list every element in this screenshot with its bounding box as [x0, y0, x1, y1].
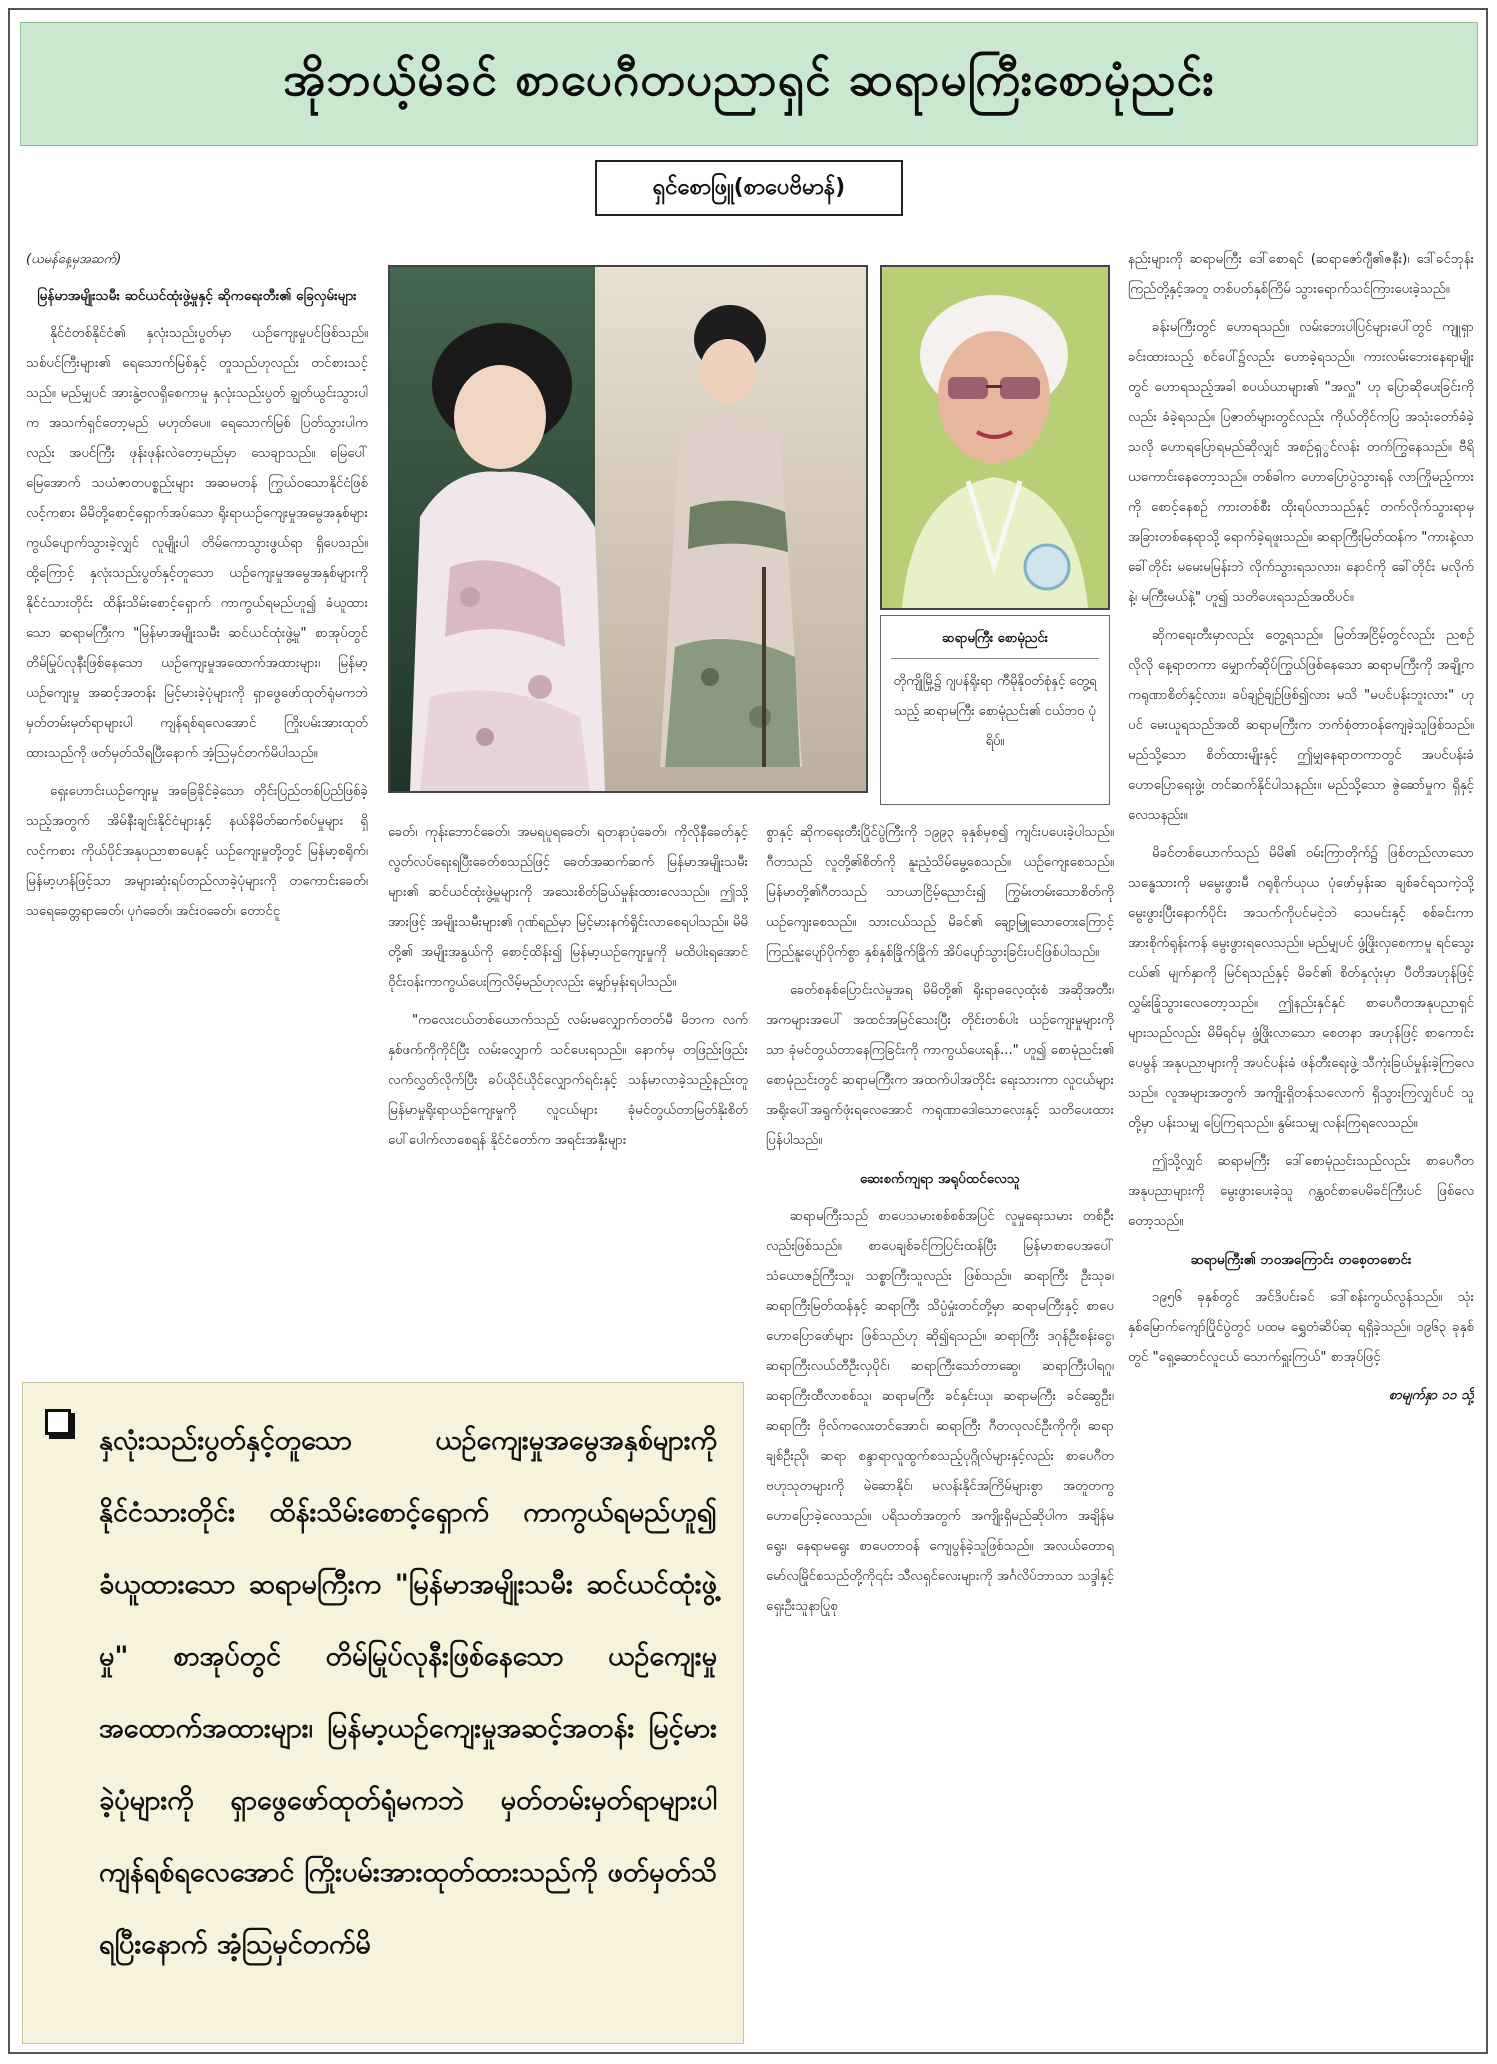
section-subhead-2: ဆေးစက်ကျရာ အရုပ်ထင်လေသူ — [860, 1171, 1020, 1187]
byline: ရှင်စောဖြူ(စာပေဗိမာန်) — [652, 174, 846, 200]
paragraph: ဆိုကရေးတီးမှာလည်း တွေ့ရသည်။ မြတ်အငြိမ့်တွင်လည်း ညစဉ်လိုလို နေ့ရာတကာ မျှောက်ဆိုပ်ကြွယ်ဖြစ်နေသော ဆရာမကြီးကို အချို့က ကရုဏာစိတ်နှင့်လား၊ ခပ်ချဉ်ချဉ်ဖြစ်၍လား မသိ "မပင်ပန်းဘူးလား" ဟုပင် မေးယူရသည်အထိ ဆရာမကြီးက ဘက်စုံတာဝန်ကျေခဲ့သူဖြစ်သည်။ မည်သို့သော စိတ်ထားမျိုးနှင့် ဤမျှနေရာတကာတွင် အပင်ပန်းခံ ဟောပြောရေးဖွဲ့၊ တင်ဆက်နိုင်ပါသနည်း။ မည်သို့သော ဇွဲဆော်မှုက ရှိနှင့်လေသနည်း။ — [1128, 628, 1474, 823]
portrait-photo — [880, 265, 1110, 610]
section-subhead-1: မြန်မာအမျိုးသမီး ဆင်ယင်ထုံးဖွဲ့မှုနှင့် ဆိုကရေးတီး၏ ခြေလှမ်းများ — [37, 288, 357, 304]
paragraph: မိခင်တစ်ယောက်သည် မိမိ၏ ဝမ်းကြာတိုက်၌ ဖြစ်တည်လာသော သန္ဓေသားကို မမွေးဖွားမီ ဂရုစိုက်ယုယ ပုံဖော်မှန်းဆ ချစ်ခင်ရသကဲ့သို့ မွေးဖွားပြီးနောက်ပိုင်း အသက်ကိုပင်မငဲ့ဘဲ သေမင်းနှင့် စစ်ခင်းကာ အားစိုက်ရုန်းကန် မွေးဖွားရလေသည်။ မည်မျှပင် ဖွံ့ဖြိုးလှစေကာမူ ရင်သွေးငယ်၏ မျက်နှာကို မြင်ရသည်နှင့် မိခင်၏ စိတ်နှလုံးမှာ ပီတိအဟုန်ဖြင့် လွှမ်းခြုံသွားလေတော့သည်။ ဤနည်းနှင်နှင် စာပေဂီတအနုပညာရှင်များသည်လည်း မိမိရင်မှ ဖွံ့ဖြိုးလာသော စေတနာ အဟုန်ဖြင့် စာကောင်းပေမွန် အနုပညာများကို အပင်ပန်းခံ ဖန်တီးရေးဖွဲ့ သီကုံးခြယ်မှုန်းခဲ့ကြလေသည်။ လူအများအတွက် အကျိုးရှိတန်သလောက် ရှိသွားကြလျှင်ပင် သူတို့မှာ ပန်းသမျှ ပြေကြရသည်။ နွမ်းသမျှ လန်းကြရလေသည်။ — [1128, 846, 1474, 1131]
section-subhead-3: ဆရာမကြီး၏ ဘဝအကြောင်း တစေ့တစောင်း — [1190, 1252, 1412, 1268]
paragraph: စွာနှင့် ဆိုကရေးတီးပြိုင်ပွဲကြီးကို ၁၉၉၃ ခုနှစ်မှစ၍ ကျင်းပပေးခဲ့ပါသည်။ ဂီတသည် လူတို့၏စိတ်ကို နူးညံ့သိမ်မွေ့စေသည်။ ယဉ်ကျေးစေသည်။ မြန်မာတို့၏ဂီတသည် သာယာငြိမ့်ညောင်း၍ ကြွမ်းတမ်းသောစိတ်ကို ယဉ်ကျေးစေသည်။ သားငယ်သည် မိခင်၏ ချော့မြူသောတေးကြောင့် ကြည်နူးပျော်ပိုက်စွာ နှစ်နှစ်ခြိုက်ခြိုက် အိပ်ပျော်သွားခြင်းပင်ဖြစ်ပါသည်။ — [766, 825, 1114, 960]
article-column-2 — [388, 818, 748, 1378]
pull-quote-text: နှလုံးသည်းပွတ်နှင့်တူသော ယဉ်ကျေးမှုအမွေအနှစ်များကို နိုင်ငံသားတိုင်း ထိန်းသိမ်းစောင့်ရှောက် ကာကွယ်ရမည်ဟူ၍ ခံယူထားသော ဆရာမကြီးက "မြန်မာအမျိုးသမီး ဆင်ယင်ထုံးဖွဲ့မှု" စာအုပ်တွင် တိမ်မြုပ်လုနီးဖြစ်နေသော ယဉ်ကျေးမှုအထောက်အထားများ၊ မြန်မာ့ယဉ်ကျေးမှုအဆင့်အတန်း မြင့်မားခဲ့ပုံများကို ရှာဖွေဖော်ထုတ်ရုံမကဘဲ မှတ်တမ်းမှတ်ရာများပါ ကျန်ရစ်ရလေအောင် ကြိုးပမ်းအားထုတ်ထားသည်ကို ဖတ်မှတ်သိရပြီးနောက် အံ့သြမှင်တက်မိ — [99, 1425, 717, 1960]
kimono-photo — [388, 265, 868, 793]
headline: အိုဘယ့်မိခင် စာပေဂီတပညာရှင် ဆရာမကြီးစောမုံညင်း — [283, 51, 1215, 106]
portrait-photo-image — [882, 267, 1108, 608]
pull-quote — [22, 1382, 744, 2044]
byline-box — [595, 160, 903, 216]
paragraph: ရှေးဟောင်းယဉ်ကျေးမှု အခြေခိုင်ခဲ့သော တိုင်းပြည်တစ်ပြည်ဖြစ်ခဲ့သည့်အတွက် အိမ်နီးချင်းနိုင်ငံများနှင့် နယ်နိမိတ်ဆက်စပ်မှုများ ရှိလင့်ကစား ကိုယ်ပိုင်အနုပညာစာပေနှင့် ယဉ်ကျေးမှုတို့တွင် မြန်မာ့စရိုက်၊ မြန်မာ့ဟန်ဖြင့်သာ အများဆုံးရပ်တည်လာခဲ့ပုံများကို တကောင်းခေတ်၊ သရေခေတ္တရာခေတ်၊ ပုဂံခေတ်၊ အင်းဝခေတ်၊ တောင်ငူ — [26, 784, 368, 919]
paragraph: နည်းများကို ဆရာမကြီး ဒေါ်စောရင် (ဆရာဇော်ဂျီ၏ဇနီး)၊ ဒေါ်ခင်ဘုန်းကြည်တို့နှင့်အတူ တစ်ပတ်နှစ်ကြိမ် သွားရောက်သင်ကြားပေးခဲ့သည်။ — [1128, 252, 1474, 297]
paragraph: ခေတ်စနစ်ပြောင်းလဲမှုအရ မိမိတို့၏ ရိုးရာဓလေ့ထုံးစံ အဆိုအတီး၊ အကများအပေါ် အထင်အမြင်သေးပြီး တိုင်းတစ်ပါး ယဉ်ကျေးမှုများကိုသာ ခုံမင်တွယ်တာနေကြခြင်းကို ကာကွယ်ပေးရန်..." ဟူ၍ စောမုံညင်း၏ စောမုံညင်းတွင် ဆရာမကြီးက အထက်ပါအတိုင်း ရေးသားကာ လူငယ်များ အရိုးပေါ်အရွက်ဖုံးရလေအောင် ကရုဏာဒေါသောလေးနှင့် သတိပေးထားပြန်ပါသည်။ — [766, 983, 1114, 1148]
paragraph: "ကလေးငယ်တစ်ယောက်သည် လမ်းမလျှောက်တတ်မီ မိဘက လက်နှစ်ဖက်ကိုကိုင်ပြီး လမ်းလျှောက် သင်ပေးရသည်။ နောက်မှ တဖြည်းဖြည်း လက်လွှတ်လိုက်ပြီး ခပ်ယိုင်ယိုင်လျှောက်ရင်းနှင့် သန်မာလာခဲ့သည့်နည်းတူ မြန်မာမှုရိုးရာယဉ်ကျေးမှုကို လူငယ်များ ခုံမင်တွယ်တာမြတ်နိုးစိတ် ပေါ်ပေါက်လာစေရန် နိုင်ငံတော်က အရင်းအနှီးများ — [388, 1013, 748, 1148]
article-column-3 — [766, 818, 1114, 2048]
continued-on-page: စာမျက်နှာ ၁၁ သို့ — [1388, 1388, 1474, 1403]
paragraph: ၁၉၅၆ ခုနှစ်တွင် အင်ဒိပင်းခင် ဒေါ်စန်းကွယ်လွန်သည်။ သုံးနှစ်မြောက်ကျော်ပြိုင်ပွဲတွင် ပထမ ရွှေတံဆိပ်ဆု ရရှိခဲ့သည်။ ၁၉၆၃ ခုနှစ်တွင် "ရှေ့ဆောင်လူငယ် သောက်ရှူးကြယ်" စာအုပ်ဖြင့် — [1128, 1290, 1474, 1365]
headline-banner — [20, 22, 1478, 146]
paragraph: ဤသို့လျှင် ဆရာမကြီး ဒေါ်စောမုံညင်းသည်လည်း စာပေဂီတအနုပညာများကို မွေးဖွားပေးခဲ့သူ ဂန္ထဝင်စာပေမိခင်ကြီးပင် ဖြစ်လေတော့သည်။ — [1128, 1154, 1474, 1229]
photo-caption — [880, 615, 1110, 805]
continued-note: (ယမန်နေ့မှအဆက်) — [26, 252, 122, 267]
caption-title: ဆရာမကြီး စောမုံညင်း — [891, 624, 1099, 659]
article-column-4 — [1128, 245, 1474, 2045]
caption-body: တိုကျိုမြို့၌ ဂျပန်ရိုးရာ ကီမိုနိုဝတ်စုံနှင့် တွေ့ရသည့် ဆရာမကြီး စောမုံညင်း၏ ငယ်ဘဝ ပုံရိပ်။ — [893, 674, 1097, 749]
paragraph: ခေတ်၊ ကုန်းဘောင်ခေတ်၊ အမရပူရခေတ်၊ ရတနာပုံခေတ်၊ ကိုလိုနီခေတ်နှင့် လွတ်လပ်ရေးရပြီးခေတ်စသည်ဖြင့် ခေတ်အဆက်ဆက် မြန်မာအမျိုးသမီးများ၏ ဆင်ယင်ထုံးဖွဲ့မှုများကို အသေးစိတ်ခြယ်မှုန်းထားလေသည်။ ဤသို့အားဖြင့် အမျိုးသမီးများ၏ ဂုဏ်ရည်မှာ မြင့်မားနက်ရှိုင်းလာစေရပါသည်။ မိမိတို့၏ အမျိုးအနွယ်ကို စောင့်ထိန်း၍ မြန်မာ့ယဉ်ကျေးမှုကို မထိပါးရအောင် ဝိုင်းဝန်းကာကွယ်ပေးကြလိမ့်မည်ဟုလည်း မျှော်မှန်းရပါသည်။ — [388, 825, 748, 990]
paragraph: နိုင်ငံတစ်နိုင်ငံ၏ နှလုံးသည်းပွတ်မှာ ယဉ်ကျေးမှုပင်ဖြစ်သည်။ သစ်ပင်ကြီးများ၏ ရေသောက်မြစ်နှင့် တူသည်ဟုလည်း တင်စားသင့်သည်။ မည်မျှပင် အားနွဲ့ဗလရှိစေကာမူ နှလုံးသည်းပွတ် ချွတ်ယွင်းသွားပါက အသက်ရှင်တော့မည် မဟုတ်ပေ။ ရေသောက်မြစ် ပြတ်သွားပါကလည်း အပင်ကြီး ဖုန်းဖုန်းလဲတော့မည်မှာ သေချာသည်။ မြေပေါ်မြေအောက် သယံဇာတပစ္စည်းများ အဆမတန် ကြွယ်ဝသောနိုင်ငံဖြစ်လင့်ကစား မိမိတို့စောင့်ရှောက်အပ်သော ရိုးရာယဉ်ကျေးမှုအမွေအနှစ်များ ကွယ်ပျောက်သွားခဲ့လျှင် လူမျိုးပါ တိမ်ကောသွားဖွယ်ရာ ရှိပေသည်။ ထို့ကြောင့် နှလုံးသည်းပွတ်နှင့်တူသော ယဉ်ကျေးမှုအမွေအနှစ်များကို နိုင်ငံသားတိုင်း ထိန်းသိမ်းစောင့်ရှောက် ကာကွယ်ရမည်ဟူ၍ ခံယူထားသော ဆရာမကြီးက "မြန်မာအမျိုးသမီး ဆင်ယင်ထုံးဖွဲ့မှု" စာအုပ်တွင် တိမ်မြုပ်လုနီးဖြစ်နေသော ယဉ်ကျေးမှုအထောက်အထားများ၊ မြန်မာ့ယဉ်ကျေးမှု အဆင့်အတန်း မြင့်မားခဲ့ပုံများကို ရှာဖွေဖော်ထုတ်ရုံမကဘဲ မှတ်တမ်းမှတ်ရာများပါ ကျန်ရစ်ရလေအောင် ကြိုးပမ်းအားထုတ်ထားသည်ကို ဖတ်မှတ်သိရပြီးနောက် အံ့သြမှင်တက်မိပါသည်။ — [26, 326, 368, 761]
checkbox-bullet-icon — [45, 1409, 71, 1435]
paragraph: ဆရာမကြီးသည် စာပေသမားစစ်စစ်အပြင် လူမှုရေးသမား တစ်ဦးလည်းဖြစ်သည်။ စာပေချစ်ခင်ကြပြင်းထန်ပြီး မြန်မာစာပေအပေါ် သံယောဇဉ်ကြီးသူ၊ သစ္စာကြီးသူလည်း ဖြစ်သည်။ ဆရာကြီး ဦးသုခ၊ ဆရာကြီးမြတ်ထန်နှင့် ဆရာကြီး သိပ္ပံမှုံးတင်တို့မှာ ဆရာမကြီးနှင့် စာပေဟောပြောဖော်များ ဖြစ်သည်ဟု ဆို၍ရသည်။ ဆရာကြီး ဒဂုန်ဦးစန်းငွေ၊ ဆရာကြီးလယ်တီဦးလှပိုင်၊ ဆရာကြီးသော်တာဆွေ၊ ဆရာကြီးပါရဂူ၊ ဆရာကြီးထီလာစစ်သူ၊ ဆရာမကြီး ခင်နှင်းယု၊ ဆရာမကြီး ခင်ဆွေဦး၊ ဆရာကြီး ဗိုလ်ကလေးတင်အောင်၊ ဆရာကြီး ဂီတလုလင်ဦးကိုကို၊ ဆရာချစ်ဦးညို၊ ဆရာ စန္ဒာရာလူထွက်စသည့်ပုဂ္ဂိုလ်များနှင့်လည်း စာပေဂီတ ဗဟုသုတများကို မဲဆောနိုင်၊ မလန်းနိုင်အကြိမ်များစွာ အတူတကွ ဟောပြောခဲ့လေသည်။ ပရိသတ်အတွက် အကျိုးရှိမည်ဆိုပါက အချိန်မရွေး၊ နေရာမရွေး စာပေတာဝန် ကျေပွန်ခဲ့သူဖြစ်သည်။ အလယ်တောရ မော်လမြိုင်စသည်တို့ကို၎င်း သီလရှင်လေးများကို အင်္ဂလိပ်ဘာသာ သဒ္ဒါနှင့် ရှေးဦးသူနာပြုစု — [766, 1209, 1114, 1614]
kimono-photo-image — [390, 267, 866, 791]
article-column-1 — [26, 245, 368, 1370]
paragraph: ခန်းမကြီးတွင် ဟောရသည်။ လမ်းဘေးပါပြင်များပေါ်တွင် ကျူရှာခင်းထားသည့် စင်ပေါ်၌လည်း ဟောခဲ့ရသည်။ ကားလမ်းဘေးနေရာမျိုးတွင် ဟောရသည့်အခါ စပယ်ယာများ၏ "အလှူ" ဟု ပြောဆိုပေးခြင်းကိုလည်း ခံခဲ့ရသည်။ ပြဇာတ်များတွင်လည်း ကိုယ်တိုင်ကပြ အသုံးတော်ခံခဲ့သလို ဟောရပြောရမည်ဆိုလျှင် အစဉ်ရှွင်လန်း တက်ကြွနေသည်။ ဗီရိယကောင်းနေတော့သည်။ တစ်ခါက ဟောပြောပွဲသွားရန် လာကြိုမည့်ကားကို စောင့်နေစဉ် ကားတစ်စီး ထိုးရပ်လာသည်နှင့် တက်လိုက်သွားရာမှ အခြားတစ်နေရာသို့ ရောက်ခဲ့ရဖူးသည်။ ဆရာကြီးမြတ်ထန်က "ကားနဲ့လာခေါ်တိုင်း မမေးမမြန်းဘဲ လိုက်သွားရသလား၊ နောင်ကို ခေါ်တိုင်း မလိုက်နဲ့၊ မကြီးမယ်နဲ့" ဟူ၍ သတိပေးရသည်အထိပင်။ — [1128, 320, 1474, 605]
